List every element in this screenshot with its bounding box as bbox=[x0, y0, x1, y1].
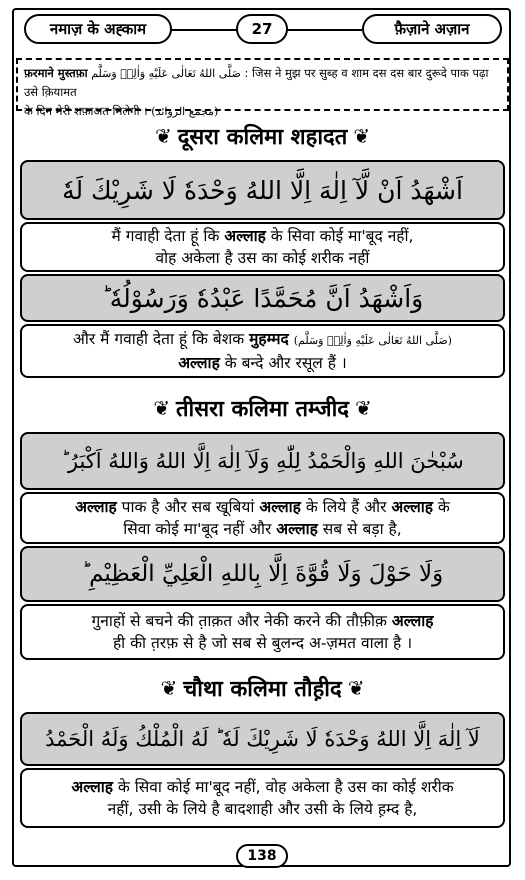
translation-bold: अल्लाह bbox=[178, 354, 220, 372]
translation-text: गुनाहों से बचने की त़ाक़त और नेकी करने की तौफ़ीक़ bbox=[91, 612, 392, 630]
translation-bold: अल्लाह bbox=[259, 498, 301, 516]
book-title: नमाज़ के अह्काम bbox=[49, 20, 147, 38]
page-number: 27 bbox=[251, 20, 273, 38]
arabic-text: لَآ اِلٰهَ اِلَّا اللهُ وَحْدَهٗ لَا شَرِيْكَ لَهٗ ؕ لَهُ الْمُلْكُ وَلَهُ الْحَمْدُ bbox=[45, 727, 480, 751]
kalima-3-arabic-2 bbox=[20, 546, 505, 602]
translation-text: के सिवा कोई मा'बूद नहीं, bbox=[265, 227, 414, 245]
kalima-2-arabic-2 bbox=[20, 274, 505, 322]
kalima-2-translation-2 bbox=[20, 324, 505, 378]
translation-bold: अल्लाह bbox=[391, 498, 433, 516]
right-ornament-icon: ❦ bbox=[353, 124, 371, 148]
kalima-4-heading bbox=[0, 668, 525, 708]
page-number-pill bbox=[236, 14, 288, 44]
translation-line: वोह अकेला है उस का कोई शरीक नहीं bbox=[155, 249, 370, 267]
hadith-label: फ़रमाने मुस्तफ़ा bbox=[24, 66, 88, 80]
hadith-text: : जिस ने मुझ पर सुब्ह व शाम दस दस बार दुरूदे पाक पढ़ा उसे क़ियामत bbox=[24, 66, 489, 99]
arabic-text: وَاَشْهَدُ اَنَّ مُحَمَّدًا عَبْدُهٗ وَرَسُوْلُهٗ ؕ bbox=[101, 283, 424, 313]
translation-text: के बन्दे और रसूल हैं । bbox=[219, 354, 347, 372]
translation-text: के लिये हैं और bbox=[300, 498, 392, 516]
translation-line bbox=[71, 776, 453, 798]
kalima-3-title: तीसरा कलिमा तम्जीद bbox=[176, 397, 349, 422]
kalima-4-arabic-1 bbox=[20, 712, 505, 766]
translation-line bbox=[92, 610, 434, 632]
left-ornament-icon: ❦ bbox=[153, 396, 170, 420]
hadith-box bbox=[16, 58, 509, 118]
translation-text: के सिवा कोई मा'बूद नहीं, वोह अकेला है उस का कोई शरीक bbox=[112, 778, 454, 796]
translation-text: के bbox=[433, 498, 450, 516]
kalima-3-arabic-1 bbox=[20, 432, 505, 490]
translation-line bbox=[73, 328, 452, 352]
translation-text: मैं गवाही देता हूं कि bbox=[111, 227, 225, 245]
hadith-text-2: के दिन मेरी शफ़ाअत मिलेगी । bbox=[24, 104, 148, 118]
translation-line bbox=[112, 225, 414, 247]
footer-page-number: 138 bbox=[247, 848, 277, 864]
translation-text: सब से बड़ा है, bbox=[317, 520, 402, 538]
translation-text: और मैं गवाही देता हूं कि बेशक bbox=[73, 330, 250, 348]
translation-line bbox=[123, 518, 401, 540]
translation-line bbox=[178, 352, 347, 374]
header-rule-left bbox=[170, 29, 240, 31]
kalima-3-translation-2 bbox=[20, 604, 505, 660]
kalima-2-heading bbox=[0, 118, 525, 154]
left-ornament-icon: ❦ bbox=[160, 676, 178, 700]
salawat-text: (صَلَّى اللهُ تَعَالٰی عَلَیْهِ وَاٰلِهٖ وَسَلَّم) bbox=[293, 334, 452, 347]
kalima-2-title: दूसरा कलिमा शहादत bbox=[177, 125, 348, 150]
translation-bold: अल्लाह bbox=[71, 778, 113, 796]
translation-line: ही की त़रफ़ से है जो सब से बुलन्द अ-ज़मत वाला है । bbox=[112, 634, 413, 652]
kalima-3-translation-1 bbox=[20, 492, 505, 544]
translation-text: सिवा कोई मा'बूद नहीं और bbox=[123, 520, 277, 538]
book-title-pill bbox=[24, 14, 172, 44]
arabic-text: وَلَا حَوْلَ وَلَا قُوَّةَ اِلَّا بِاللهِ الْعَلِيِّ الْعَظِيْمِ ؕ bbox=[81, 561, 444, 587]
translation-bold: मुहम्मद bbox=[249, 330, 289, 348]
translation-line: नहीं, उसी के लिये है बादशाही और उसी के लिये ह़म्द है, bbox=[107, 800, 418, 818]
kalima-4-translation-1 bbox=[20, 768, 505, 828]
kalima-2-translation-1 bbox=[20, 222, 505, 272]
translation-line bbox=[75, 496, 450, 518]
translation-bold: अल्लाह bbox=[75, 498, 117, 516]
header-rule-right bbox=[282, 29, 362, 31]
kalima-3-heading bbox=[0, 388, 525, 428]
arabic-text: سُبْحٰنَ اللهِ وَالْحَمْدُ لِلّٰهِ وَلَآ اِلٰهَ اِلَّا اللهُ وَاللهُ اَكْبَرُ ؕ bbox=[61, 449, 464, 473]
right-ornament-icon: ❦ bbox=[347, 676, 365, 700]
hadith-salawat: صَلَّى اللهُ تَعَالٰی عَلَیْهِ وَاٰلِهٖ وَسَلَّم bbox=[91, 67, 241, 80]
hadith-line-1 bbox=[24, 64, 501, 102]
translation-bold: अल्लाह bbox=[276, 520, 318, 538]
chapter-title-pill bbox=[362, 14, 502, 44]
hadith-reference: (مجمع الزوائد) bbox=[151, 105, 219, 118]
translation-text: पाक है और सब खूबियां bbox=[116, 498, 260, 516]
left-ornament-icon: ❦ bbox=[154, 124, 172, 148]
translation-bold: अल्लाह bbox=[224, 227, 266, 245]
kalima-2-arabic-1 bbox=[20, 160, 505, 220]
chapter-title: फ़ैज़ाने अज़ान bbox=[394, 20, 470, 38]
translation-bold: अल्लाह bbox=[391, 612, 434, 630]
right-ornament-icon: ❦ bbox=[355, 396, 372, 420]
footer-page-number-pill bbox=[236, 844, 288, 868]
arabic-text: اَشْهَدُ اَنْ لَّآ اِلٰهَ اِلَّا اللهُ وَحْدَهٗ لَا شَرِيْكَ لَهٗ bbox=[62, 175, 463, 205]
kalima-4-title: चौथा कलिमा तौह़ीद bbox=[183, 677, 342, 702]
